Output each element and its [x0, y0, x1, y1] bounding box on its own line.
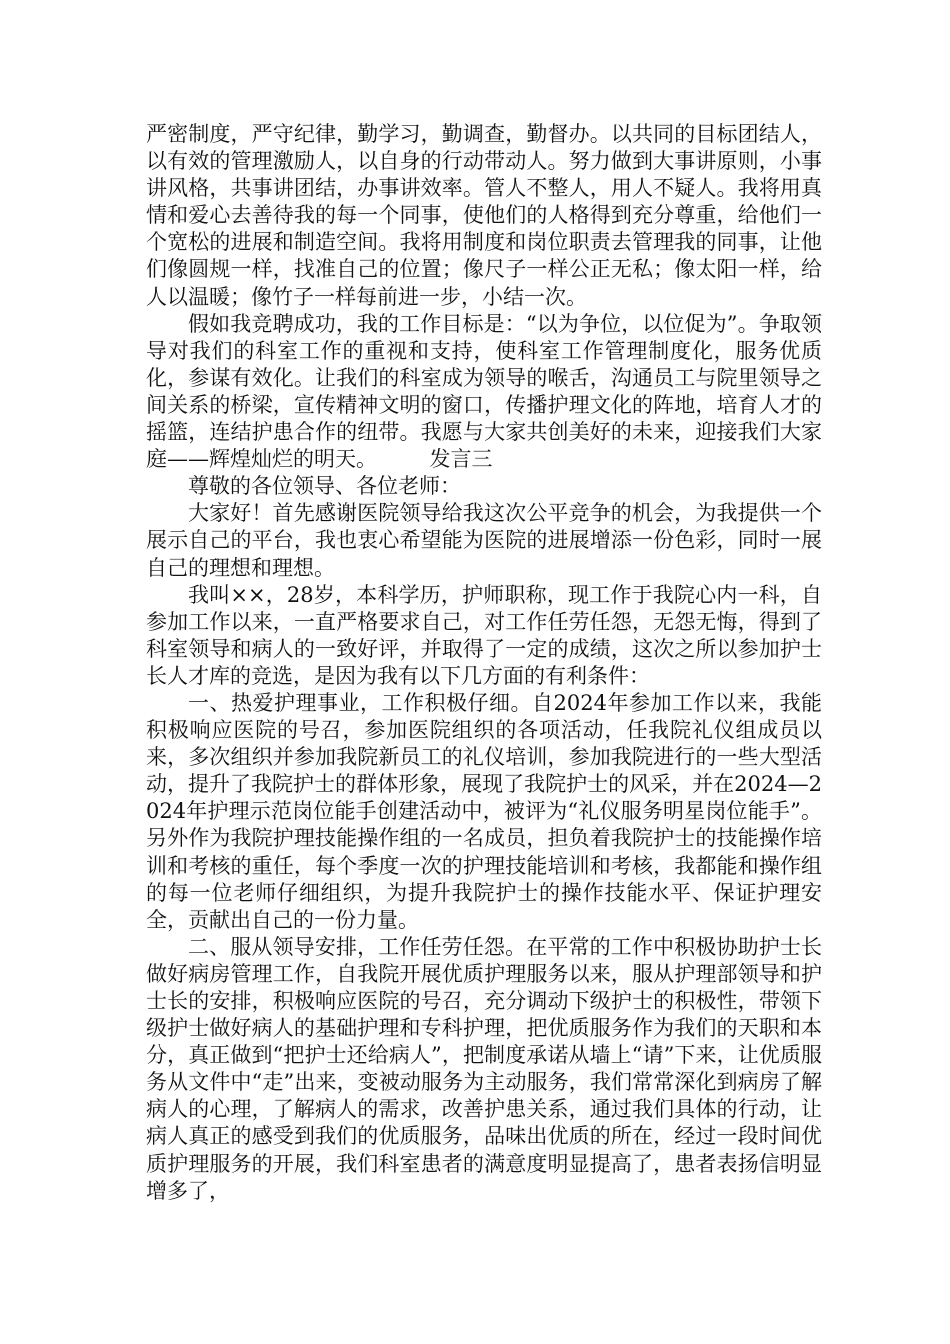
paragraph-4: 大家好！首先感谢医院领导给我这次公平竞争的机会，为我提供一个展示自己的平台，我也衷心希望能为医院的进展增添一份色彩，同时一展自己的理想和理想。	[146, 501, 822, 580]
paragraph-1: 严密制度，严守纪律，勤学习，勤调查，勤督办。以共同的目标团结人，以有效的管理激励人，以自身的行动带动人。努力做到大事讲原则，小事讲风格，共事讲团结，办事讲效率。管人不整人，用人不疑人。我将用真情和爱心去善待我的每一个同事，使他们的人格得到充分尊重，给他们一个宽松的进展和制造空间。我将用制度和岗位职责去管理我的同事，让他们像圆规一样，找准自己的位置；像尺子一样公正无私；像太阳一样，给人以温暖；像竹子一样每前进一步，小结一次。	[146, 122, 822, 309]
paragraph-3: 尊敬的各位领导、各位老师：	[188, 474, 461, 499]
paragraph-6: 一、热爱护理事业，工作积极仔细。自2024年参加工作以来，我能积极响应医院的号召，参加医院组织的各项活动，任我院礼仪组成员以来，多次组织并参加我院新员工的礼仪培训，参加我院进行的一些大型活动，提升了我院护士的群体形象，展现了我院护士的风采，并在2024—2024年护理示范岗位能手创建活动中，被评为“礼仪服务明星岗位能手”。另外作为我院护理技能操作组的一名成员，担负着我院护士的技能操作培训和考核的重任，每个季度一次的护理技能培训和考核，我都能和操作组的每一位老师仔细组织，为提升我院护士的操作技能水平、保证护理安全，贡献出自己的一份力量。	[146, 690, 822, 932]
paragraph-7: 二、服从领导安排，工作任劳任怨。在平常的工作中积极协助护士长做好病房管理工作，自我院开展优质护理服务以来，服从护理部领导和护士长的安排，积极响应医院的号召，充分调动下级护士的积极性，带领下级护士做好病人的基础护理和专科护理，把优质服务作为我们的天职和本分，真正做到“把护士还给病人”，把制度承诺从墙上“请”下来，让优质服务从文件中“走”出来，变被动服务为主动服务，我们常常深化到病房了解病人的心理，了解病人的需求，改善护患关系，通过我们具体的行动，让病人真正的感受到我们的优质服务，品味出优质的所在，经过一段时间优质护理服务的开展，我们科室患者的满意度明显提高了，患者表扬信明显增多了，	[146, 934, 822, 1203]
document-body	[146, 121, 822, 1205]
paragraph-5: 我叫××，28岁，本科学历，护师职称，现工作于我院心内一科，自参加工作以来，一直严格要求自己，对工作任劳任怨，无怨无悔，得到了科室领导和病人的一致好评，并取得了一定的成绩，这次之所以参加护士长人才库的竞选，是因为我有以下几方面的有利条件：	[146, 582, 822, 688]
paragraph-2: 假如我竞聘成功，我的工作目标是：“以为争位，以位促为”。争取领导对我们的科室工作的重视和支持，使科室工作管理制度化，服务优质化，参谋有效化。让我们的科室成为领导的喉舌，沟通员工与院里领导之间关系的桥梁，宣传精神文明的窗口，传播护理文化的阵地，培育人才的摇篮，连结护患合作的纽带。我愿与大家共创美好的未来，迎接我们大家庭——辉煌灿烂的明天。 发言三	[146, 311, 822, 472]
